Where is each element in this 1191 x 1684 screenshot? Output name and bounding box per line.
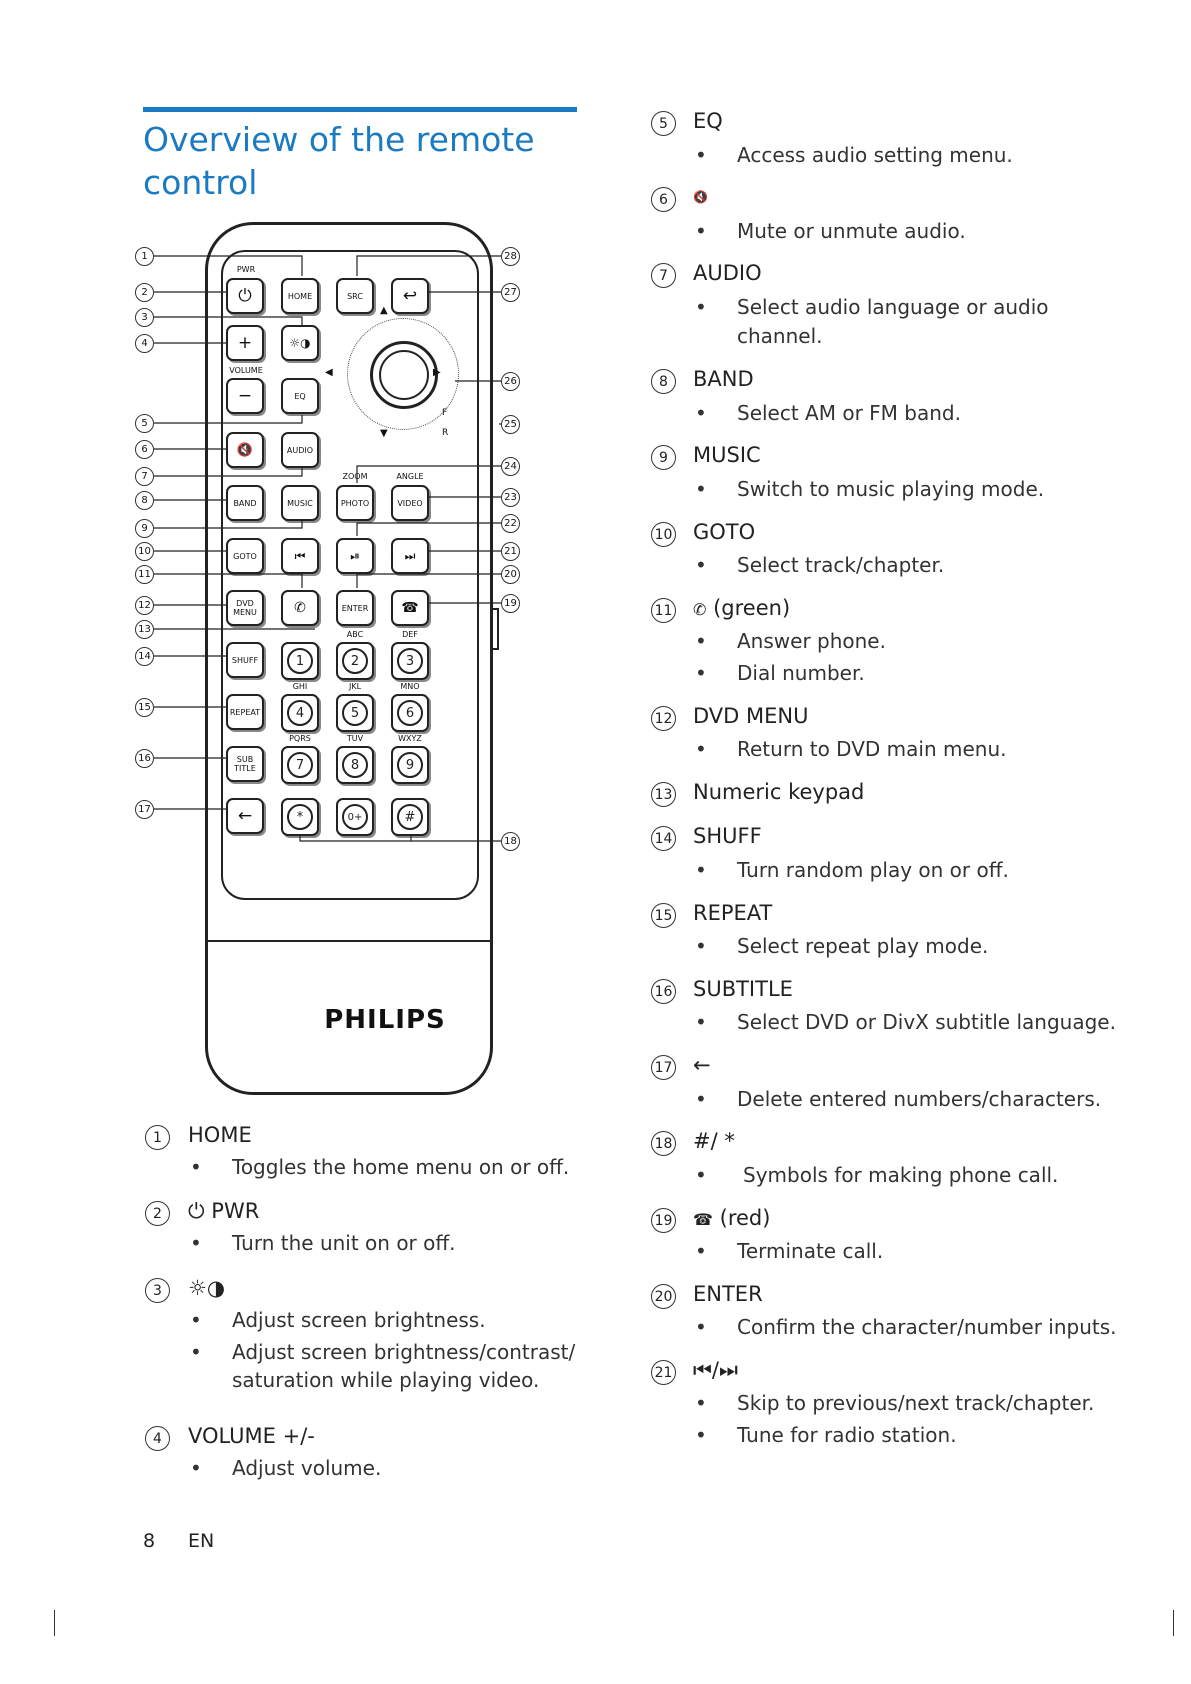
key-3-label: 3	[397, 648, 423, 674]
bullet-text: Adjust screen brightness.	[232, 1308, 486, 1332]
key-hash-label: #	[397, 804, 423, 830]
zoom-label: ZOOM	[342, 472, 368, 481]
callout-13: 13	[135, 620, 154, 639]
item-number: 7	[651, 263, 676, 288]
ghi-label: GHI	[292, 682, 308, 691]
callout-26: 26	[501, 372, 520, 391]
callout-10: 10	[135, 542, 154, 561]
bullet-text: Turn random play on or off.	[737, 858, 1009, 882]
page-number: 8	[143, 1530, 156, 1552]
callout-4: 4	[135, 334, 154, 353]
abc-label: ABC	[346, 630, 364, 639]
item-heading	[693, 1206, 770, 1230]
page-title: Overview of the remote control	[143, 120, 535, 202]
item-number: 11	[651, 598, 676, 623]
mute-icon: 🔇	[236, 442, 254, 458]
tuv-label: TUV	[346, 734, 364, 743]
callout-8: 8	[135, 491, 154, 510]
item-heading: ⏻ PWR	[188, 1199, 260, 1223]
callout-22: 22	[501, 514, 520, 533]
jkl-label: JKL	[348, 682, 362, 691]
pqrs-label: PQRS	[289, 734, 311, 743]
item-number: 5	[651, 111, 676, 136]
video-button: VIDEO	[391, 485, 429, 521]
phone-answer-icon: ✆	[294, 599, 306, 616]
minus-icon: −	[237, 385, 253, 406]
bullet-text: Confirm the character/number inputs.	[737, 1315, 1117, 1339]
item-heading: GOTO	[693, 520, 756, 544]
music-button: MUSIC	[281, 485, 319, 521]
item-heading: BAND	[693, 367, 754, 391]
callout-5: 5	[135, 414, 154, 433]
repeat-button: REPEAT	[226, 694, 264, 730]
callout-14: 14	[135, 647, 154, 666]
bullet-text: Symbols for making phone call.	[743, 1163, 1059, 1187]
bullet-text: Answer phone.	[737, 629, 886, 653]
callout-1: 1	[135, 247, 154, 266]
item-heading: EQ	[693, 109, 723, 133]
callout-15: 15	[135, 698, 154, 717]
bullet-text: Return to DVD main menu.	[737, 737, 1007, 761]
key-9-label: 9	[397, 752, 423, 778]
key-5-label: 5	[342, 700, 368, 726]
item-number: 6	[651, 187, 676, 212]
callout-16: 16	[135, 749, 154, 768]
phone-answer-icon: ✆	[693, 600, 707, 619]
brand-logo: PHILIPS	[324, 1005, 446, 1035]
def-label: DEF	[402, 630, 418, 639]
item-heading: HOME	[188, 1123, 252, 1147]
callout-24: 24	[501, 457, 520, 476]
r-label: R	[442, 428, 449, 438]
bullet-text: Switch to music playing mode.	[737, 477, 1045, 501]
item-number: 8	[651, 369, 676, 394]
callout-20: 20	[501, 565, 520, 584]
item-number: 9	[651, 445, 676, 470]
mno-label: MNO	[400, 682, 420, 691]
item-number: 3	[145, 1278, 170, 1303]
callout-27: 27	[501, 283, 520, 302]
bullet-text: Select repeat play mode.	[737, 934, 989, 958]
next-icon: ⏭	[404, 548, 416, 563]
callout-9: 9	[135, 519, 154, 538]
bullet-text: channel.	[737, 324, 823, 348]
callout-7: 7	[135, 467, 154, 486]
goto-button: GOTO	[226, 538, 264, 574]
key-7-label: 7	[287, 752, 313, 778]
item-heading: ENTER	[693, 1282, 763, 1306]
item-number: 16	[651, 979, 676, 1004]
bullet-text: Turn the unit on or off.	[232, 1231, 456, 1255]
bullet-text: Select track/chapter.	[737, 553, 945, 577]
enter-button: ENTER	[336, 590, 374, 626]
callout-23: 23	[501, 488, 520, 507]
key-star-label: *	[287, 804, 313, 830]
home-button: HOME	[281, 278, 319, 314]
item-number: 4	[145, 1426, 170, 1451]
phone-hangup-icon: ☎	[693, 1210, 713, 1229]
key-4-label: 4	[287, 700, 313, 726]
item-heading: Numeric keypad	[693, 780, 865, 804]
arrow-left-icon: ←	[693, 1053, 711, 1077]
item-heading: AUDIO	[693, 261, 762, 285]
arrow-right-icon: ▶	[433, 367, 441, 378]
audio-button: AUDIO	[281, 432, 319, 468]
arrow-down-icon: ▼	[380, 428, 388, 439]
item-heading: SHUFF	[693, 824, 762, 848]
item-heading: VOLUME +/-	[188, 1424, 315, 1448]
callout-25: 25	[501, 415, 520, 434]
bullet-text: Delete entered numbers/characters.	[737, 1087, 1102, 1111]
language-code: EN	[188, 1530, 215, 1552]
return-icon: ↩	[402, 285, 418, 306]
item-number: 20	[651, 1284, 676, 1309]
f-label: F	[442, 408, 448, 418]
callout-28: 28	[501, 247, 520, 266]
callout-17: 17	[135, 800, 154, 819]
prev-next-icon: ⏮/⏭	[693, 1358, 738, 1382]
item-heading: REPEAT	[693, 901, 773, 925]
band-button: BAND	[226, 485, 264, 521]
pwr-label: PWR	[236, 265, 256, 274]
item-number: 21	[651, 1360, 676, 1385]
src-button: SRC	[336, 278, 374, 314]
phone-hangup-icon: ☎	[401, 599, 419, 616]
bullet-text: Adjust screen brightness/contrast/	[232, 1340, 576, 1364]
item-number: 13	[651, 782, 676, 807]
dvd-menu-button: DVD MENU	[226, 590, 264, 626]
callout-11: 11	[135, 565, 154, 584]
plus-icon: +	[237, 332, 253, 353]
brightness-icon: ☼◑	[289, 335, 311, 350]
previous-icon: ⏮	[294, 548, 306, 563]
callout-3: 3	[135, 308, 154, 327]
bullet-text: Adjust volume.	[232, 1456, 382, 1480]
item-number: 19	[651, 1208, 676, 1233]
callout-18: 18	[501, 832, 520, 851]
crop-mark-left	[54, 1610, 55, 1636]
arrow-up-icon: ▲	[380, 305, 388, 316]
shuff-button: SHUFF	[226, 642, 264, 678]
key-0-label: 0+	[342, 804, 368, 830]
item-heading: ☼◑	[188, 1276, 226, 1300]
callout-19: 19	[501, 594, 520, 613]
bullet-text: Select audio language or audio	[737, 295, 1049, 319]
item-heading: DVD MENU	[693, 704, 809, 728]
arrow-left-icon: ◀	[325, 367, 333, 378]
bullet-text: Mute or unmute audio.	[737, 219, 966, 243]
wxyz-label: WXYZ	[398, 734, 422, 743]
callout-lines	[125, 210, 565, 1105]
key-1-label: 1	[287, 648, 313, 674]
eq-button: EQ	[281, 378, 319, 414]
item-number: 12	[651, 706, 676, 731]
item-number: 15	[651, 903, 676, 928]
item-heading: #/ *	[693, 1129, 735, 1153]
key-6-label: 6	[397, 700, 423, 726]
callout-2: 2	[135, 283, 154, 302]
power-icon: ⏻	[238, 285, 252, 306]
callout-6: 6	[135, 440, 154, 459]
subtitle-button: SUB TITLE	[226, 746, 264, 782]
callout-21: 21	[501, 542, 520, 561]
bullet-text: Select DVD or DivX subtitle language.	[737, 1010, 1116, 1034]
bullet-text: Dial number.	[737, 661, 865, 685]
item-number: 14	[651, 826, 676, 851]
volume-label: VOLUME	[229, 366, 263, 375]
item-number: 10	[651, 522, 676, 547]
bullet-text: Tune for radio station.	[737, 1423, 957, 1447]
key-2-label: 2	[342, 648, 368, 674]
item-number: 1	[145, 1125, 170, 1150]
bullet-text: Toggles the home menu on or off.	[232, 1155, 570, 1179]
remote-illustration	[125, 210, 565, 1105]
bullet-text: Skip to previous/next track/chapter.	[737, 1391, 1095, 1415]
play-pause-icon: ⏯	[350, 548, 360, 563]
item-number: 2	[145, 1201, 170, 1226]
bullet-text: saturation while playing video.	[232, 1368, 540, 1392]
crop-mark-right	[1173, 1610, 1174, 1636]
key-8-label: 8	[342, 752, 368, 778]
heading-text: (red)	[719, 1206, 771, 1230]
photo-button: PHOTO	[336, 485, 374, 521]
item-heading: MUSIC	[693, 443, 761, 467]
bullet-text: Access audio setting menu.	[737, 143, 1013, 167]
item-heading	[693, 596, 790, 620]
bullet-text: Select AM or FM band.	[737, 401, 961, 425]
arrow-left-delete-icon: ←	[237, 805, 253, 826]
item-number: 18	[651, 1131, 676, 1156]
mute-heading-icon: 🔇	[693, 190, 708, 204]
item-heading: SUBTITLE	[693, 977, 793, 1001]
heading-text: (green)	[713, 596, 791, 620]
callout-12: 12	[135, 596, 154, 615]
angle-label: ANGLE	[396, 472, 424, 481]
title-rule	[143, 107, 577, 112]
item-number: 17	[651, 1055, 676, 1080]
bullet-text: Terminate call.	[737, 1239, 884, 1263]
